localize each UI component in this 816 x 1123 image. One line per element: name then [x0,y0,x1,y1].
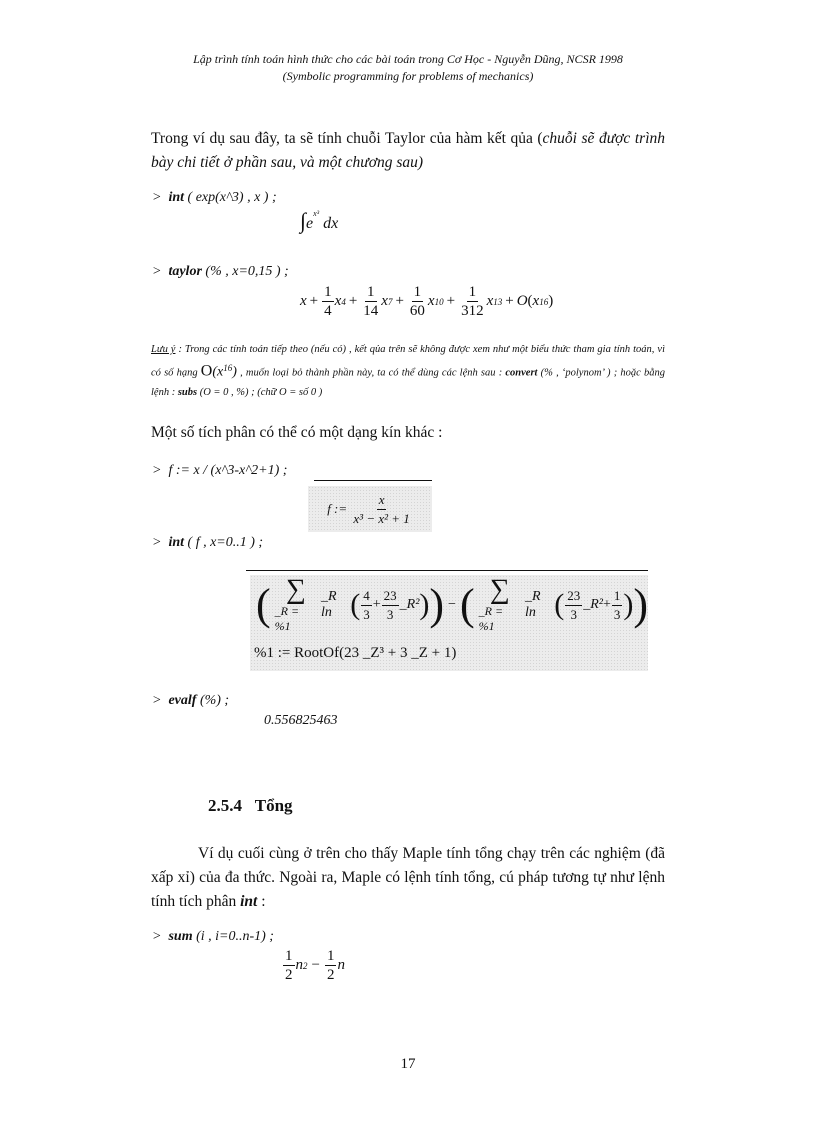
note-paragraph: Lưu ý : Trong các tính toán tiếp theo (nếu có) , kết qủa trên sẽ không được xem như một biểu thức tham gia tính toán, vì có số hạng $O(x^{16})$ , muốn loại bỏ thành phần này, ta có thể dùng các lệnh sau : convert (% , ‘polynom’ ) ; hoặc bằng lệnh : subs (O = 0 , %) ; (chữ O = số 0 ) [151,344,666,398]
evalf-output: 0.556825463 [264,713,338,728]
rootof-definition: %1 := RootOf(23 _Z³ + 3 _Z + 1) [254,645,457,661]
header-line-1: Lập trình tính toán hình thức cho các bài toán trong Cơ Học - Nguyễn Dũng, NCSR 1998 [193,52,623,66]
header-line-2: (Symbolic programming for problems of mechanics) [282,69,534,83]
section-heading: 2.5.4 Tổng [208,796,293,815]
page-number: 17 [400,1056,416,1072]
maple-command-sum: > sum (i , i=0..n-1) ; [152,929,274,944]
sum-output: $\frac{1}{2}$ n 2 − $\frac{1}{2}$ n [285,948,345,983]
f-definition-output: f := $\frac{x}{\text{x³ − x² + 1}}$ [308,486,432,532]
intro-paragraph: Trong ví dụ sau đây, ta sẽ tính chuỗi Taylor của hàm kết qủa (chuỗi sẽ được trình bày chi tiết ở phần sau, và một chương sau) [151,130,665,171]
rootof-integral-output: ( ∑ _R = %1 _R ln ( $\frac{4}{3}$ + $\frac{23}{3}$ _R² ) ) − ( ∑ _R = %1 _R ln ( $\frac{23}{3}$ _R² + $\frac{1}{3}$ ) ) %1 := RootOf(23 _Z³ + 3 _Z + 1) [250,575,648,671]
maple-command-define-f: > f := x / (x^3-x^2+1) ; [152,463,288,478]
page-header [0,51,816,85]
maple-command-int-f: > int ( f , x=0..1 ) ; [152,535,264,550]
closed-form-paragraph: Một số tích phân có thể có một dạng kín khác : [151,424,443,441]
taylor-series-output: x + $\frac{1}{4}$ x 4 + $\frac{1}{14}$ x 7 + $\frac{1}{60}$ x 10 + $\frac{1}{312}$ x 13 + O ( x 16 ) [300,284,554,319]
maple-command-int: > int ( exp(x^3) , x ) ; [152,190,277,205]
maple-command-taylor: > taylor (% , x=0,15 ) ; [152,264,289,279]
maple-command-evalf: > evalf (%) ; [152,693,230,708]
sum-paragraph: Ví dụ cuối cùng ở trên cho thấy Maple tính tổng chạy trên các nghiệm (đã xấp xỉ) của đa thức. Ngoài ra, Maple có lệnh tính tổng, cú pháp tương tự như lệnh tính tích phân int : [151,845,665,910]
output-rule [314,480,432,481]
output-rule-2 [246,570,648,571]
integral-output: $\int e^{x^3}$ dx [300,208,339,233]
